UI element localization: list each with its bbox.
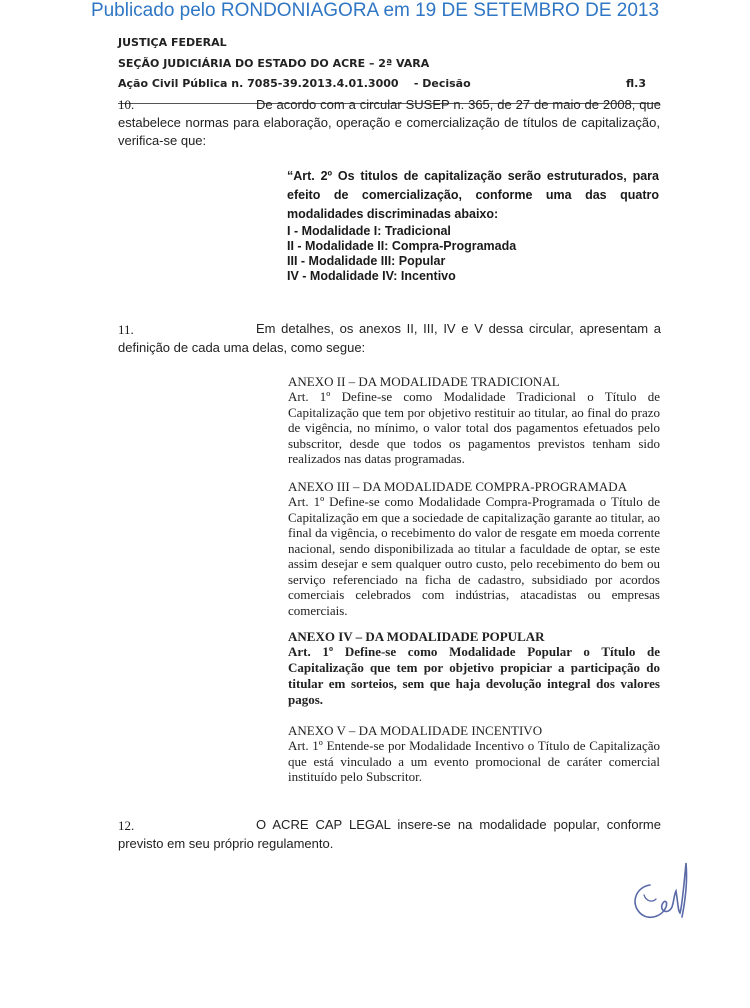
page-number: fl.3 (626, 77, 646, 90)
paragraph-12-body: previsto em seu próprio regulamento. (118, 836, 334, 851)
list-item: IV - Modalidade IV: Incentivo (287, 269, 456, 283)
list-item: I - Modalidade I: Tradicional (287, 224, 451, 238)
paragraph-10-number: 10. (118, 97, 135, 112)
paragraph-12-first-line: O ACRE CAP LEGAL insere-se na modalidade popular, conforme (256, 817, 661, 832)
annex-iv-body: Art. 1º Define-se como Modalidade Popular o Título de Capitalização que tem por objetivo propiciar a participação do titular em sorteios, sem que haja devolução integral dos valores pagos. (288, 644, 660, 707)
list-item: III - Modalidade III: Popular (287, 254, 446, 268)
paragraph-10-body: estabelece normas para elaboração, operação e comercialização de títulos de capitalização, verifica-se que: (118, 115, 660, 148)
header-case: Ação Civil Pública n. 7085-39.2013.4.01.3000 - Decisão (118, 77, 471, 90)
paragraph-11-number: 11. (118, 322, 134, 337)
paragraph-10-first-line: De acordo com a circular SUSEP n. 365, de 27 de maio de 2008, que (256, 97, 661, 112)
quote-art2: “Art. 2º Os titulos de capitalização serão estruturados, para efeito de comercialização, conforme uma das quatro modalidades discriminadas abaixo: (287, 169, 659, 221)
annex-ii-title: ANEXO II – DA MODALIDADE TRADICIONAL (288, 374, 560, 389)
annex-v-title: ANEXO V – DA MODALIDADE INCENTIVO (288, 723, 543, 738)
header-court: JUSTIÇA FEDERAL (118, 36, 227, 49)
paragraph-11-first-line: Em detalhes, os anexos II, III, IV e V dessa circular, apresentam a (256, 321, 661, 336)
publication-banner: Publicado pelo RONDONIAGORA em 19 DE SETEMBRO DE 2013 (90, 0, 660, 21)
annex-v-body: Art. 1º Entende-se por Modalidade Incentivo o Título de Capitalização que está vinculado a um evento promocional de caráter comercial instituído pelo Subscritor. (288, 738, 660, 784)
list-item: II - Modalidade II: Compra-Programada (287, 239, 517, 253)
annex-iii-title: ANEXO III – DA MODALIDADE COMPRA-PROGRAMADA (288, 479, 628, 494)
quote-modalities-list (287, 224, 659, 284)
annex-ii-body: Art. 1º Define-se como Modalidade Tradicional o Título de Capitalização que tem por objetivo restituir ao titular, ao final do prazo de vigência, no mínimo, o valor total dos pagamentos efetuados pelo subscritor, desde que todos os pagamentos previstos tenham sido realizados nas datas programadas. (288, 389, 660, 466)
paragraph-11-body: definição de cada uma delas, como segue: (118, 340, 366, 355)
annex-iv-title: ANEXO IV – DA MODALIDADE POPULAR (288, 629, 545, 644)
annex-iii-body: Art. 1º Define-se como Modalidade Compra-Programada o Título de Capitalização em que a sociedade de capitalização garante ao titular, ao final da vigência, o recebimento do valor de resgate em moeda corrente nacional, sendo disponibilizada ao titular a faculdade de optar, se este assim desejar e sem qualquer outro custo, pelo recebimento do bem ou serviço referenciado na ficha de cadastro, subsidiado por acordos comerciais celebrados com indústrias, atacadistas ou empresas comerciais. (288, 494, 660, 618)
paragraph-12-number: 12. (118, 818, 135, 833)
header-section: SEÇÃO JUDICIÁRIA DO ESTADO DO ACRE – 2ª VARA (118, 57, 430, 70)
signature-icon (618, 855, 698, 935)
